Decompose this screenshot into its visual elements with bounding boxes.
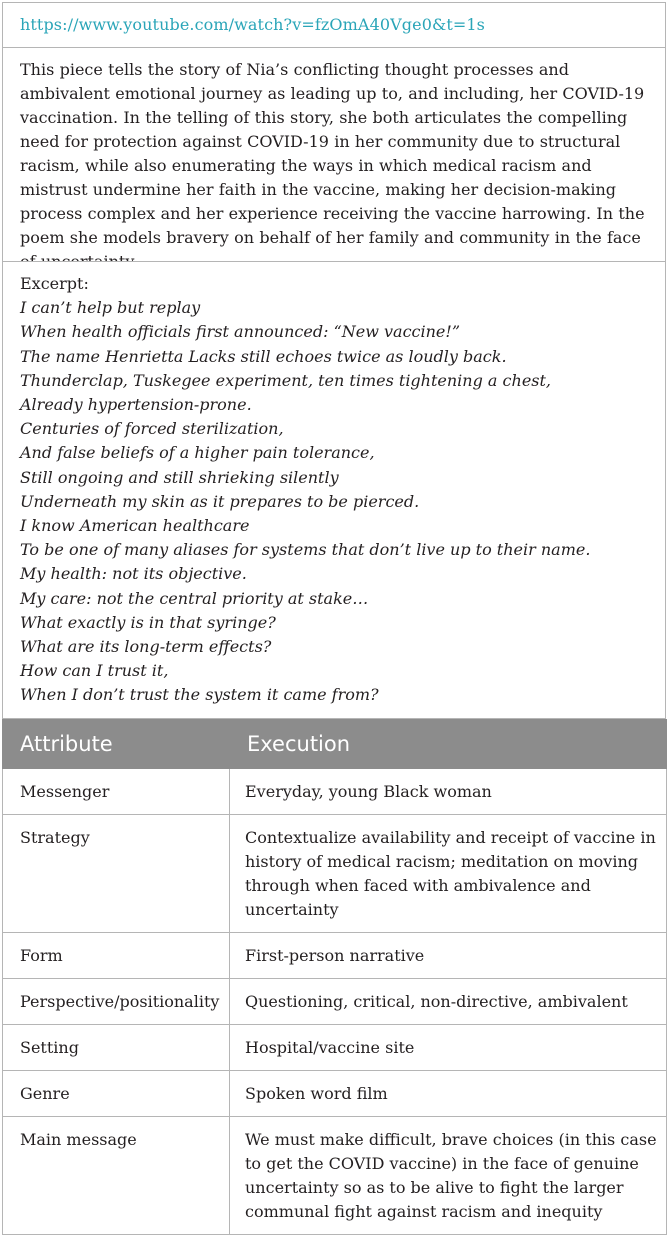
description-text: This piece tells the story of Nia’s conflicting thought processes and ambivalent emotional journey as leading up to, and including, her COVID-19 vaccination. In the telling of this story, she both articulates the compelling need for protection against COVID-19 in her community due to structural racism, while also enumerating the ways in which medical racism and mistrust undermine her faith in the vaccine, making her decision-making process complex and her experience receiving the vaccine harrowing. In the poem she models bravery on behalf of her family and community in the face <box>20 60 645 247</box>
poem-line: Thunderclap, Tuskegee experiment, ten times tightening a chest, <box>20 370 552 390</box>
poem-line: When health officials first announced: “New vaccine!” <box>20 322 460 342</box>
column-header-execution: Execution <box>230 720 667 769</box>
excerpt-cell <box>2 261 666 719</box>
attribute-table <box>2 719 667 1235</box>
table-row <box>3 1117 667 1235</box>
execution-cell: First-person narrative <box>230 933 667 979</box>
execution-cell: We must make difficult, brave choices (in this case to get the COVID vaccine) in the face of genuine uncertainty so as to be alive to fight the larger communal fight against racism and inequity <box>230 1117 667 1235</box>
execution-cell: Contextualize availability and receipt of vaccine in history of medical racism; meditation on moving through when faced with ambivalence and uncertainty <box>230 815 667 933</box>
attribute-cell: Genre <box>3 1071 230 1117</box>
poem-line: I can’t help but replay <box>20 298 201 318</box>
execution-cell: Spoken word film <box>230 1071 667 1117</box>
poem-line: Centuries of forced sterilization, <box>20 419 284 439</box>
url-cell <box>2 2 666 48</box>
description-cell <box>2 47 666 262</box>
excerpt <box>20 272 590 708</box>
poem-line: My health: not its objective. <box>20 564 247 584</box>
poem-line: To be one of many aliases for systems that don’t live up to their name. <box>20 540 591 560</box>
attribute-cell: Perspective/positionality <box>3 979 230 1025</box>
table-row <box>3 979 667 1025</box>
poem-line: What exactly is in that syringe? <box>20 612 276 632</box>
table-row <box>3 815 667 933</box>
video-link[interactable]: https://www.youtube.com/watch?v=fzOmA40Vge0&t=1s <box>20 15 485 34</box>
attribute-cell: Messenger <box>3 769 230 815</box>
poem-line: My care: not the central priority at stake… <box>20 588 369 608</box>
poem-line: And false beliefs of a higher pain tolerance, <box>20 443 375 463</box>
poem-line: Already hypertension-prone. <box>20 395 252 415</box>
attribute-cell: Strategy <box>3 815 230 933</box>
table-row <box>3 933 667 979</box>
execution-cell: Hospital/vaccine site <box>230 1025 667 1071</box>
poem-line: I know American healthcare <box>20 516 250 536</box>
poem-line: What are its long-term effects? <box>20 637 272 657</box>
poem-line: When I don’t trust the system it came from? <box>20 685 379 705</box>
attribute-cell: Setting <box>3 1025 230 1071</box>
poem-line: The name Henrietta Lacks still echoes twice as loudly back. <box>20 346 507 366</box>
execution-cell: Everyday, young Black woman <box>230 769 667 815</box>
table-row <box>3 769 667 815</box>
table-header-row <box>3 720 667 769</box>
attribute-cell: Main message <box>3 1117 230 1235</box>
execution-cell: Questioning, critical, non-directive, ambivalent <box>230 979 667 1025</box>
poem-line: Still ongoing and still shrieking silently <box>20 467 339 487</box>
table-row <box>3 1025 667 1071</box>
table-row <box>3 1071 667 1117</box>
poem-line: Underneath my skin as it prepares to be pierced. <box>20 491 420 511</box>
attribute-cell: Form <box>3 933 230 979</box>
excerpt-label: Excerpt: <box>20 274 89 293</box>
column-header-attribute: Attribute <box>3 720 230 769</box>
poem-line: How can I trust it, <box>20 661 169 681</box>
